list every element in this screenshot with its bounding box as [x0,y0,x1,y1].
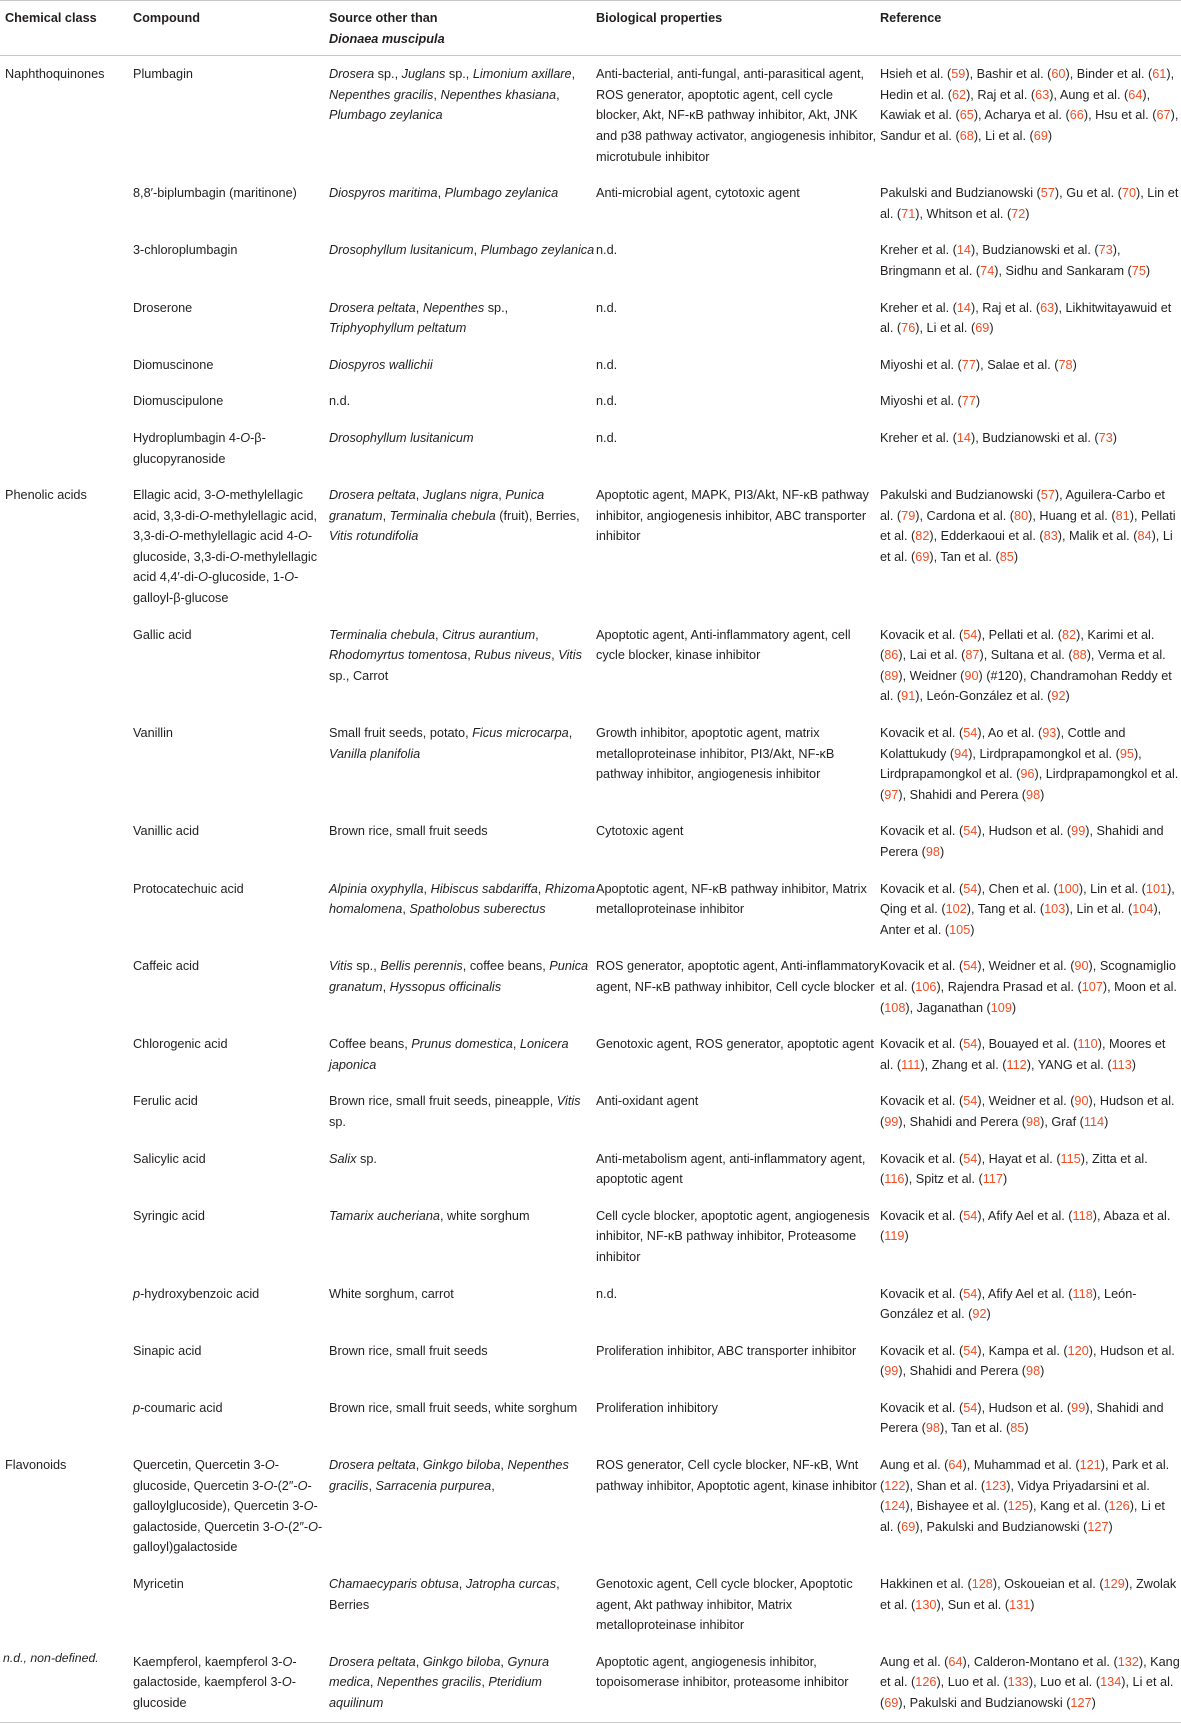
reference-cell: Aung et al. (64), Calderon-Montano et al. (132), Kang et al. (126), Luo et al. (133), Luo et al. (134), Li et al. (69), Pakulski and Budzianowski (127) [880,1654,1180,1710]
biological-properties-cell: n.d. [596,357,618,372]
reference-cell: Kovacik et al. (54), Hudson et al. (99), Shahidi and Perera (98) [880,824,1164,859]
reference-link[interactable]: 84 [1137,529,1152,544]
reference-link[interactable]: 57 [1040,186,1055,201]
compound-cell: Syringic acid [133,1208,205,1223]
chemical-class-cell [0,617,133,715]
table-row [0,1141,1181,1198]
reference-link[interactable]: 100 [1057,881,1079,896]
biological-properties-cell: Apoptotic agent, angiogenesis inhibitor, topoisomerase inhibitor, proteasome inhibitor [596,1654,849,1690]
table-row [0,1390,1181,1447]
reference-link[interactable]: 126 [1108,1499,1130,1514]
header-chemical-class: Chemical class [5,11,97,25]
source-cell: Diospyros maritima, Plumbago zeylanica [329,186,559,201]
chemical-class-cell [0,1141,133,1198]
reference-link[interactable]: 127 [1070,1696,1092,1710]
biological-properties-cell: n.d. [596,300,618,315]
reference-link[interactable]: 95 [1119,746,1134,761]
reference-cell: Kovacik et al. (54), Ao et al. (93), Cottle and Kolattukudy (94), Lirdprapamongkol et al. (95), Lirdprapamongkol et al. (96), Lirdprapamongkol et al. (97), Shahidi and Perera (98) [880,726,1179,802]
table-row [0,1276,1181,1333]
reference-link[interactable]: 98 [925,1421,940,1436]
reference-link[interactable]: 54 [963,824,978,839]
source-cell: Vitis sp., Bellis perennis, coffee beans, Punica granatum, Hyssopus officinalis [329,959,589,994]
table-row [0,948,1181,1026]
reference-link[interactable]: 129 [1103,1577,1125,1592]
table-row [0,232,1181,289]
reference-link[interactable]: 63 [1035,87,1050,102]
reference-link[interactable]: 14 [956,300,971,315]
reference-link[interactable]: 121 [1079,1458,1101,1473]
reference-link[interactable]: 101 [1145,881,1168,896]
reference-link[interactable]: 92 [1051,689,1066,704]
reference-link[interactable]: 116 [884,1172,905,1187]
reference-cell: Hsieh et al. (59), Bashir et al. (60), Binder et al. (61), Hedin et al. (62), Raj et al. (63), Aung et al. (64), Kawiak et al. (65), Acharya et al. (66), Hsu et al. (67), Sandur et al. (68), Li et al. (69) [880,67,1179,143]
reference-cell: Kovacik et al. (54), Afify Ael et al. (118), León-González et al. (92) [880,1286,1137,1322]
reference-cell: Kovacik et al. (54), Pellati et al. (82), Karimi et al. (86), Lai et al. (87), Sultana et al. (88), Verma et al. (89), Weidner (90) (#120), Chandramohan Reddy et al. (91), León-González et al. (92) [880,627,1172,704]
reference-link[interactable]: 96 [1020,767,1035,782]
reference-link[interactable]: 60 [1051,67,1066,82]
reference-link[interactable]: 76 [901,321,916,336]
biological-properties-cell: Anti-bacterial, anti-fungal, anti-parasitical agent, ROS generator, apoptotic agent, cell cycle blocker, Akt, NF-κB pathway inhibitor, Akt, JNK and p38 pathway activator, angiogenesis inhibitor, microtubule inhibitor [596,67,877,164]
compound-cell: Hydroplumbagin 4-O-β-glucopyranoside [133,430,266,466]
biological-properties-cell: Anti-oxidant agent [596,1094,699,1109]
biological-properties-cell: Cytotoxic agent [596,824,684,839]
reference-link[interactable]: 99 [884,1364,899,1379]
reference-cell: Kovacik et al. (54), Hayat et al. (115), Zitta et al. (116), Spitz et al. (117) [880,1151,1148,1187]
compound-cell: Quercetin, Quercetin 3-O-glucoside, Quercetin 3-O-(2″-O-galloylglucoside), Quercetin 3-O-galactoside, Quercetin 3-O-(2″-O-galloyl)galactoside [133,1458,323,1555]
compound-cell: 8,8′-biplumbagin (maritinone) [133,186,297,201]
reference-link[interactable]: 110 [1077,1037,1098,1052]
reference-link[interactable]: 14 [956,430,971,445]
source-cell: Salix sp. [329,1151,377,1166]
reference-link[interactable]: 105 [949,922,971,937]
reference-link[interactable]: 99 [884,1114,899,1129]
reference-cell: Kreher et al. (14), Budzianowski et al. (73) [880,430,1117,445]
reference-link[interactable]: 126 [915,1675,937,1690]
biological-properties-cell: Apoptotic agent, Anti-inflammatory agent, cell cycle blocker, kinase inhibitor [596,627,851,663]
compound-cell: Ellagic acid, 3-O-methylellagic acid, 3,3-di-O-methylellagic acid, 3,3-di-O-methylellagic acid 4-O-glucoside, 3,3-di-O-methylellagic acid 4,4′-di-O-glucoside, 1-O-galloyl-β-glucose [133,488,318,606]
reference-link[interactable]: 98 [1026,1114,1041,1129]
chemical-class-cell [0,1083,133,1140]
reference-link[interactable]: 69 [975,321,990,336]
reference-link[interactable]: 54 [963,881,978,896]
reference-link[interactable]: 62 [951,87,967,102]
reference-link[interactable]: 109 [990,1000,1012,1015]
table-row [0,1333,1181,1390]
reference-link[interactable]: 122 [884,1478,906,1493]
reference-link[interactable]: 57 [1040,488,1055,503]
reference-cell: Miyoshi et al. (77) [880,394,981,409]
compound-cell: Droserone [133,300,193,315]
source-cell: Drosera peltata, Ginkgo biloba, Nepenthes gracilis, Sarracenia purpurea, [329,1458,569,1493]
table-row [0,617,1181,715]
table-row [0,420,1181,477]
table-row [0,1198,1181,1276]
chemical-class-cell [0,383,133,420]
biological-properties-cell: ROS generator, apoptotic agent, Anti-inflammatory agent, NF-κB pathway inhibitor, Cell cycle blocker [596,959,880,994]
reference-link[interactable]: 54 [963,1208,978,1223]
source-cell: Coffee beans, Prunus domestica, Lonicera japonica [329,1037,569,1072]
reference-link[interactable]: 106 [915,979,937,994]
reference-cell: Kovacik et al. (54), Chen et al. (100), Lin et al. (101), Qing et al. (102), Tang et al. (103), Lin et al. (104), Anter et al. (105) [880,881,1175,937]
table-header-row [0,1,1181,56]
reference-link[interactable]: 66 [1069,108,1084,123]
compound-cell: Diomuscinone [133,357,214,372]
source-cell: Drosera sp., Juglans sp., Limonium axillare, Nepenthes gracilis, Nepenthes khasiana, Plumbago zeylanica [329,67,576,123]
reference-link[interactable]: 54 [963,627,978,642]
chemical-class-cell: Flavonoids [5,1458,67,1473]
reference-link[interactable]: 54 [963,1151,978,1166]
biological-properties-cell: Apoptotic agent, NF-κB pathway inhibitor, Matrix metalloproteinase inhibitor [596,881,867,917]
reference-link[interactable]: 78 [1058,357,1073,372]
reference-link[interactable]: 14 [956,243,971,258]
reference-cell: Aung et al. (64), Muhammad et al. (121), Park et al. (122), Shan et al. (123), Vidya Priyadarsini et al. (124), Bishayee et al. (125), Kang et al. (126), Li et al. (69), Pakulski and Budzianowski (127) [880,1458,1170,1534]
compound-cell: Ferulic acid [133,1094,198,1109]
reference-cell: Pakulski and Budzianowski (57), Aguilera-Carbo et al. (79), Cardona et al. (80), Huang et al. (81), Pellati et al. (82), Edderkaoui et al. (83), Malik et al. (84), Li et al. (69), Tan et al. (85) [880,488,1176,564]
biological-properties-cell: Proliferation inhibitory [596,1400,718,1415]
table-body [0,56,1181,1722]
reference-link[interactable]: 81 [1115,508,1130,523]
compound-cell: Salicylic acid [133,1151,206,1166]
reference-link[interactable]: 54 [963,959,978,974]
reference-link[interactable]: 85 [999,549,1014,564]
header-source [329,1,596,56]
reference-link[interactable]: 99 [1071,1400,1086,1415]
reference-link[interactable]: 114 [1083,1114,1105,1129]
reference-link[interactable]: 54 [963,1343,978,1358]
chemical-class-cell [0,871,133,949]
reference-link[interactable]: 103 [1044,902,1066,917]
reference-link[interactable]: 118 [1072,1286,1093,1301]
chemical-class-cell [0,420,133,477]
reference-link[interactable]: 74 [980,263,995,278]
reference-link[interactable]: 125 [1007,1499,1029,1514]
source-cell: Terminalia chebula, Citrus aurantium, Rhodomyrtus tomentosa, Rubus niveus, Vitis sp., Carrot [329,627,582,683]
reference-link[interactable]: 131 [1009,1597,1031,1612]
header-biological-properties: Biological properties [596,11,723,25]
reference-link[interactable]: 54 [963,1286,978,1301]
compound-cell: 3-chloroplumbagin [133,243,238,258]
reference-link[interactable]: 54 [963,1037,978,1052]
reference-link[interactable]: 99 [1071,824,1086,839]
reference-link[interactable]: 82 [915,529,930,544]
reference-link[interactable]: 127 [1087,1519,1109,1534]
reference-link[interactable]: 112 [1006,1057,1027,1072]
table-footnote: n.d., non-defined. [3,1651,99,1665]
reference-link[interactable]: 102 [945,902,967,917]
source-cell: Drosophyllum lusitanicum, Plumbago zeylanica [329,243,595,258]
source-cell: Brown rice, small fruit seeds [329,1343,488,1358]
reference-link[interactable]: 90 [964,668,979,683]
source-cell: White sorghum, carrot [329,1286,454,1301]
reference-cell: Kreher et al. (14), Raj et al. (63), Likhitwitayawuid et al. (76), Li et al. (69) [880,300,1172,336]
source-cell: Drosophyllum lusitanicum [329,430,474,445]
source-cell: Drosera peltata, Nepenthes sp., Triphyophyllum peltatum [329,300,509,336]
reference-link[interactable]: 59 [951,67,966,82]
reference-link[interactable]: 89 [884,668,899,683]
biological-properties-cell: n.d. [596,430,618,445]
reference-link[interactable]: 113 [1111,1057,1132,1072]
compound-cell: Caffeic acid [133,959,200,974]
compound-cell: p-coumaric acid [133,1400,223,1415]
biological-properties-cell: Anti-microbial agent, cytotoxic agent [596,186,800,201]
reference-link[interactable]: 82 [1061,627,1077,642]
chemical-class-cell [0,715,133,813]
reference-link[interactable]: 63 [1040,300,1055,315]
reference-cell: Kovacik et al. (54), Hudson et al. (99), Shahidi and Perera (98), Tan et al. (85) [880,1400,1164,1436]
source-cell: Drosera peltata, Ginkgo biloba, Gynura medica, Nepenthes gracilis, Pteridium aquilinum [329,1654,550,1710]
reference-cell: Kovacik et al. (54), Afify Ael et al. (118), Abaza et al. (119) [880,1208,1171,1244]
header-source-line2: Dionaea muscipula [329,31,445,46]
reference-link[interactable]: 86 [884,648,899,663]
source-cell: Tamarix aucheriana, white sorghum [329,1208,530,1223]
reference-link[interactable]: 120 [1067,1343,1089,1358]
biological-properties-cell: Proliferation inhibitor, ABC transporter inhibitor [596,1343,857,1358]
table-row [0,1447,1181,1566]
source-cell: Brown rice, small fruit seeds, pineapple, Vitis sp. [329,1094,581,1129]
source-cell: Small fruit seeds, potato, Ficus microcarpa, Vanilla planifolia [329,726,573,761]
reference-link[interactable]: 94 [954,746,969,761]
reference-link[interactable]: 64 [1128,87,1143,102]
chemical-class-cell: Naphthoquinones [5,67,105,82]
reference-link[interactable]: 104 [1132,902,1154,917]
reference-link[interactable]: 118 [1072,1208,1093,1223]
compound-cell: Diomuscipulone [133,394,224,409]
chemical-class-cell [0,1390,133,1447]
reference-link[interactable]: 77 [961,394,976,409]
reference-link[interactable]: 124 [884,1499,906,1514]
reference-link[interactable]: 90 [1074,959,1089,974]
source-cell: Brown rice, small fruit seeds [329,824,488,839]
reference-cell: Kovacik et al. (54), Bouayed et al. (110), Moores et al. (111), Zhang et al. (112), YANG et al. (113) [880,1037,1166,1072]
biological-properties-cell: Apoptotic agent, MAPK, PI3/Akt, NF-κB pathway inhibitor, angiogenesis inhibitor, ABC transporter inhibitor [596,488,869,544]
reference-link[interactable]: 117 [982,1172,1003,1187]
table-row [0,175,1181,232]
reference-link[interactable]: 73 [1098,430,1113,445]
chemical-class-cell [0,813,133,870]
compound-cell: Vanillin [133,726,173,741]
biological-properties-cell: Growth inhibitor, apoptotic agent, matrix metalloproteinase inhibitor, PI3/Akt, NF-κB pathway inhibitor, angiogenesis inhibitor [596,726,835,782]
reference-cell: Kreher et al. (14), Budzianowski et al. (73), Bringmann et al. (74), Sidhu and Sankaram (75) [880,243,1151,278]
reference-link[interactable]: 123 [985,1478,1007,1493]
reference-link[interactable]: 134 [1100,1675,1122,1690]
reference-link[interactable]: 69 [884,1696,899,1710]
biological-properties-cell: Genotoxic agent, Cell cycle blocker, Apoptotic agent, Akt pathway inhibitor, Matrix metalloproteinase inhibitor [596,1577,853,1633]
table-row [0,1644,1181,1722]
reference-link[interactable]: 107 [1081,979,1103,994]
reference-link[interactable]: 75 [1131,263,1146,278]
reference-link[interactable]: 98 [1026,787,1041,802]
reference-link[interactable]: 54 [963,726,978,741]
reference-link[interactable]: 71 [901,206,916,221]
reference-link[interactable]: 111 [901,1057,921,1072]
reference-link[interactable]: 97 [884,787,899,802]
reference-link[interactable]: 115 [1060,1151,1081,1166]
biological-properties-cell: n.d. [596,243,618,258]
reference-link[interactable]: 108 [884,1000,906,1015]
header-reference: Reference [880,11,942,25]
chemical-class-cell: Phenolic acids [5,488,87,503]
table-row [0,347,1181,384]
reference-cell: Hakkinen et al. (128), Oskoueian et al. (129), Zwolak et al. (130), Sun et al. (131) [880,1577,1177,1612]
reference-link[interactable]: 98 [1026,1364,1041,1379]
chemical-class-cell [0,1026,133,1083]
source-cell: Alpinia oxyphylla, Hibiscus sabdariffa, Rhizoma homalomena, Spatholobus suberectus [329,881,595,917]
reference-link[interactable]: 64 [948,1654,963,1669]
header-compound: Compound [133,11,200,25]
reference-link[interactable]: 91 [901,689,916,704]
reference-link[interactable]: 83 [1043,529,1058,544]
biological-properties-cell: Anti-metabolism agent, anti-inflammatory agent, apoptotic agent [596,1151,866,1187]
biological-properties-cell: n.d. [596,1286,618,1301]
chemical-class-cell [0,232,133,289]
compound-cell: Kaempferol, kaempferol 3-O-galactoside, kaempferol 3-O-glucoside [133,1654,297,1710]
reference-link[interactable]: 132 [1117,1654,1139,1669]
source-cell: Chamaecyparis obtusa, Jatropha curcas, Berries [329,1577,560,1612]
reference-link[interactable]: 92 [972,1307,987,1322]
biological-properties-cell: n.d. [596,394,618,409]
chemical-class-cell [0,1566,133,1644]
reference-cell: Kovacik et al. (54), Weidner et al. (90), Scognamiglio et al. (106), Rajendra Prasad et al. (107), Moon et al. (108), Jaganathan (109) [880,959,1177,1015]
reference-link[interactable]: 128 [971,1577,993,1592]
chemical-class-cell [0,948,133,1026]
reference-link[interactable]: 65 [959,108,974,123]
compound-cell: Myricetin [133,1577,184,1592]
biological-properties-cell: ROS generator, Cell cycle blocker, NF-κB, Wnt pathway inhibitor, Apoptotic agent, kinase inhibitor [596,1458,877,1493]
table-row [0,813,1181,870]
reference-link[interactable]: 67 [1156,108,1171,123]
reference-link[interactable]: 54 [963,1094,978,1109]
table-row [0,477,1181,617]
reference-link[interactable]: 68 [959,128,974,143]
compound-cell: p-hydroxybenzoic acid [133,1286,260,1301]
chemical-class-cell [0,175,133,232]
reference-cell: Miyoshi et al. (77), Salae et al. (78) [880,357,1077,372]
compound-cell: Sinapic acid [133,1343,202,1358]
source-cell: Drosera peltata, Juglans nigra, Punica granatum, Terminalia chebula (fruit), Berries, Vitis rotundifolia [329,488,580,544]
reference-link[interactable]: 69 [915,549,930,564]
compound-cell: Chlorogenic acid [133,1037,228,1052]
chemical-class-cell [0,1198,133,1276]
reference-link[interactable]: 133 [1007,1675,1029,1690]
compound-cell: Vanillic acid [133,824,200,839]
table-row [0,1026,1181,1083]
reference-link[interactable]: 64 [948,1458,963,1473]
reference-link[interactable]: 77 [961,357,976,372]
reference-link[interactable]: 72 [1011,206,1026,221]
reference-link[interactable]: 85 [1010,1421,1025,1436]
reference-link[interactable]: 93 [1042,726,1057,741]
chemical-class-cell [0,1276,133,1333]
source-cell: Diospyros wallichii [329,357,433,372]
compound-cell: Gallic acid [133,627,192,642]
table-row [0,290,1181,347]
reference-link[interactable]: 98 [925,845,940,859]
reference-link[interactable]: 119 [884,1229,905,1244]
header-source-line1: Source other than [329,11,438,25]
reference-link[interactable]: 90 [1074,1094,1089,1109]
biological-properties-cell: Cell cycle blocker, apoptotic agent, angiogenesis inhibitor, NF-κB pathway inhibitor, Proteasome inhibitor [596,1208,870,1264]
reference-link[interactable]: 54 [963,1400,978,1415]
table-row [0,56,1181,175]
reference-cell: Kovacik et al. (54), Weidner et al. (90), Hudson et al. (99), Shahidi and Perera (98), Graf (114) [880,1094,1175,1129]
biological-properties-cell: Genotoxic agent, ROS generator, apoptotic agent [596,1037,874,1052]
reference-link[interactable]: 79 [901,508,916,523]
reference-link[interactable]: 61 [1152,67,1167,82]
table-row [0,871,1181,949]
compound-cell: Protocatechuic acid [133,881,244,896]
reference-link[interactable]: 87 [965,648,980,663]
compound-cell: Plumbagin [133,67,193,82]
reference-link[interactable]: 70 [1121,186,1137,201]
chemical-class-cell [0,290,133,347]
reference-cell: Pakulski and Budzianowski (57), Gu et al. (70), Lin et al. (71), Whitson et al. (72) [880,186,1179,221]
table-row [0,715,1181,813]
chemical-class-cell [0,1333,133,1390]
source-cell: Brown rice, small fruit seeds, white sorghum [329,1400,578,1415]
reference-link[interactable]: 88 [1072,648,1087,663]
table-row [0,1083,1181,1140]
reference-link[interactable]: 69 [901,1519,916,1534]
reference-link[interactable]: 80 [1014,508,1029,523]
table-row [0,383,1181,420]
source-cell: n.d. [329,394,351,409]
reference-link[interactable]: 130 [915,1597,937,1612]
chemical-class-cell [0,347,133,384]
reference-link[interactable]: 73 [1098,243,1113,258]
reference-cell: Kovacik et al. (54), Kampa et al. (120), Hudson et al. (99), Shahidi and Perera (98) [880,1343,1175,1379]
reference-link[interactable]: 69 [1033,128,1048,143]
table-row [0,1566,1181,1644]
